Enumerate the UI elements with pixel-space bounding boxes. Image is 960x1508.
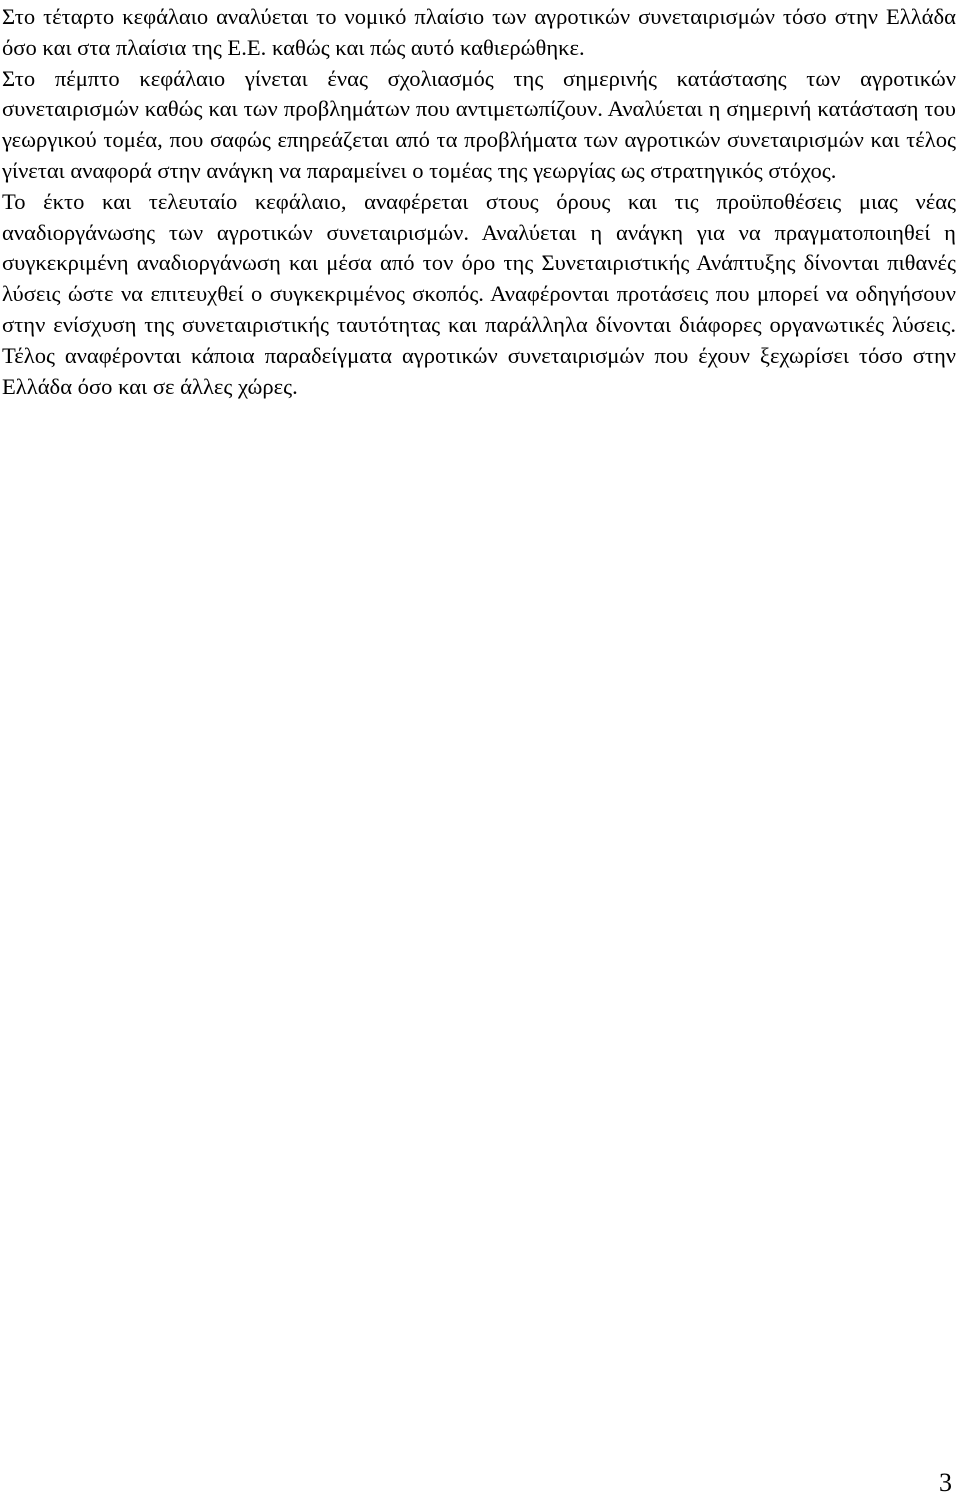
paragraph-chapter-four: Στο τέταρτο κεφάλαιο αναλύεται το νομικό πλαίσιο των αγροτικών συνεταιρισμών τόσο στην Ελλάδα όσο και στα πλαίσια της Ε.Ε. καθώς και πώς αυτό καθιερώθηκε. — [2, 4, 956, 60]
paragraph-chapter-five: Στο πέμπτο κεφάλαιο γίνεται ένας σχολιασμός της σημερινής κατάστασης των αγροτικών συνεταιρισμών καθώς και των προβλημάτων που αντιμετωπίζουν. Αναλύεται η σημερινή κατάσταση του γεωργικού τομέα, που σαφώς επηρεάζεται από τα προβλήματα των αγροτικών συνεταιρισμών και τέλος γίνεται αναφορά στην ανάγκη να παραμείνει ο τομέας της γεωργίας ως στρατηγικός στόχος. — [2, 65, 956, 183]
paragraph-chapter-six: Το έκτο και τελευταίο κεφάλαιο, αναφέρεται στους όρους και τις προϋποθέσεις μιας νέας αναδιοργάνωσης των αγροτικών συνεταιρισμών. Αναλύεται η ανάγκη για να πραγματοποιηθεί η συγκεκριμένη αναδιοργάνωση και μέσα από τον όρο της Συνεταιριστικής Ανάπτυξης δίνονται πιθανές λύσεις ώστε να επιτευχθεί ο συγκεκριμένος σκοπός. Αναφέρονται προτάσεις που μπορεί να οδηγήσουν στην ενίσχυση της συνεταιριστικής ταυτότητας και παράλληλα δίνονται διάφορες οργανωτικές λύσεις. Τέλος αναφέρονται κάποια παραδείγματα αγροτικών συνεταιρισμών που έχουν ξεχωρίσει τόσο στην Ελλάδα όσο και σε άλλες χώρες. — [2, 188, 956, 399]
page-number: 3 — [939, 1468, 952, 1497]
body-text — [2, 2, 956, 402]
